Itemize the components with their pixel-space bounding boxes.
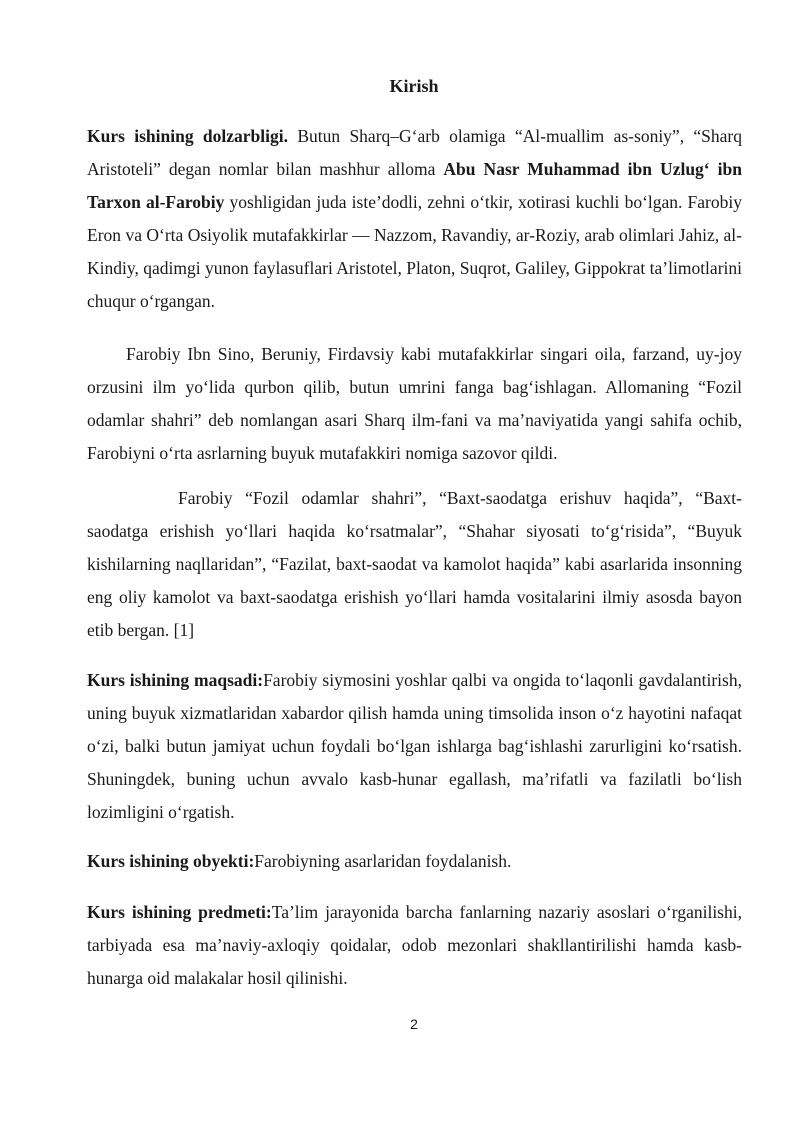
page-title: Kirish <box>389 76 439 96</box>
scholar-full-name: Abu Nasr Muhammad ibn Uzlug‘ ibn Tarxon al-Farobiy <box>87 159 743 212</box>
subject-lead: Kurs ishining predmeti: <box>87 902 272 922</box>
subject-text: Ta’lim jarayonida barcha fanlarning nazariy asoslari o‘rganilishi, tarbiyada esa ma’naviy-axloqiy qoidalar, odob mezonlari shakllantirilishi hamda kasb-hunarga oid malakalar hosil qilinishi. <box>87 902 742 988</box>
object-lead: Kurs ishining obyekti: <box>87 851 255 871</box>
biography-paragraph: Farobiy Ibn Sino, Beruniy, Firdavsiy kabi mutafakkirlar singari oila, farzand, uy-joy orzusini ilm yo‘lida qurbon qilib, butun umrini fanga bag‘ishlagan. Allomaning “Fozil odamlar shahri” deb nomlangan asari Sharq ilm-fani va ma’naviyatida yangi sahifa ochib, Farobiyni o‘rta asrlarning buyuk mutafakkiri nomiga sazovor qildi. <box>87 344 742 463</box>
relevance-lead: Kurs ishining dolzarbligi. <box>87 126 288 146</box>
works-paragraph: Farobiy “Fozil odamlar shahri”, “Baxt-saodatga erishuv haqida”, “Baxt-saodatga erishish yo‘llari haqida ko‘rsatmalar”, “Shahar siyosati to‘g‘risida”, “Buyuk kishilarning naqllaridan”, “Fazilat, baxt-saodat va kamolot haqida” kabi asarlarida insonning eng oliy kamolot va baxt-saodatga erishish yo‘llari hamda vositalarini ilmiy asosda bayon etib bergan. [1] <box>87 488 742 640</box>
goal-lead: Kurs ishining maqsadi: <box>87 670 264 690</box>
relevance-text-2: yoshligidan juda iste’dodli, zehni o‘tkir, xotirasi kuchli bo‘lgan. Farobiy Eron va O‘rta Osiyolik mutafakkirlar — Nazzom, Ravandiy, ar-Roziy, arab olimlari Jahiz, al-Kindiy, qadimgi yunon faylasuflari Aristotel, Platon, Suqrot, Galiley, Gippokrat ta’limotlarini chuqur o‘rgangan. <box>87 192 742 311</box>
relevance-paragraph <box>87 120 742 318</box>
relevance-text-1: Butun Sharq–G‘arb olamiga “Al-muallim as-soniy”, “Sharq Aristoteli” degan nomlar bilan mashhur alloma <box>87 126 742 179</box>
object-paragraph <box>87 845 742 878</box>
subject-paragraph <box>87 896 742 995</box>
page-number: 2 <box>410 1016 418 1032</box>
goal-text: Farobiy siymosini yoshlar qalbi va ongida to‘laqonli gavdalantirish, uning buyuk xizmatlaridan xabardor qilish hamda uning timsolida inson o‘z hayotini nafaqat o‘zi, balki butun jamiyat uchun foydali bo‘lgan ishlarga bag‘ishlashi zarurligini ko‘rsatish. Shuningdek, buning uchun avvalo kasb-hunar egallash, ma’rifatli va fazilatli bo‘lish lozimligini o‘rgatish. <box>87 670 742 822</box>
goal-paragraph <box>87 664 742 829</box>
object-text: Farobiyning asarlaridan foydalanish. <box>254 851 512 871</box>
